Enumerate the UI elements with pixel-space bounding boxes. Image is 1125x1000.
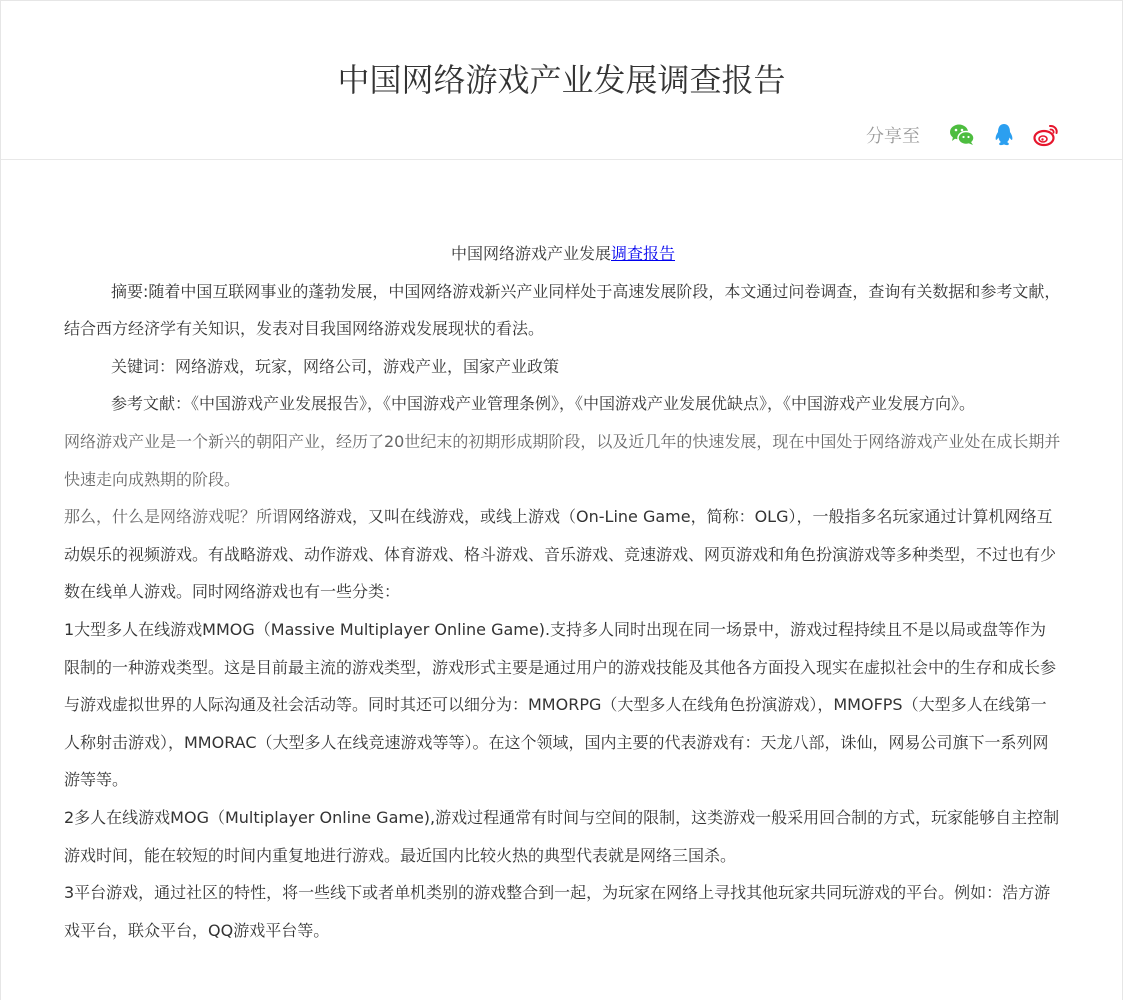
article-heading — [64, 235, 1062, 273]
category-item-1: 1大型多人在线游戏MMOG（Massive Multiplayer Online Game).支持多人同时出现在同一场景中，游戏过程持续且不是以局或盘等作为限制的一种游戏类型。这是目前最主流的游戏类型，游戏形式主要是通过用户的游戏技能及其他各方面投入现实在虚拟社会中的生存和成长参与游戏虚拟世界的人际沟通及社会活动等。同时其还可以细分为：MMORPG（大型多人在线角色扮演游戏），MMOFPS（大型多人在线第一人称射击游戏），MMORAC（大型多人在线竞速游戏等等）。在这个领域，国内主要的代表游戏有：天龙八部，诛仙，网易公司旗下一系列网游等等。 — [64, 619, 1057, 790]
report-link[interactable]: 调查报告 — [611, 244, 676, 263]
abstract-paragraph: 摘要:随着中国互联网事业的蓬勃发展，中国网络游戏新兴产业同样处于高速发展阶段，本文通过问卷调查，查询有关数据和参考文献，结合西方经济学有关知识，发表对目我国网络游戏发展现状的看法。 — [64, 281, 1061, 339]
article-body — [64, 235, 1062, 949]
keywords-paragraph: 关键词：网络游戏，玩家，网络公司，游戏产业，国家产业政策 — [111, 356, 560, 376]
definition-intro: 那么，什么是网络游戏呢？所谓 — [64, 507, 289, 527]
references-paragraph: 参考文献：《中国游戏产业发展报告》，《中国游戏产业管理条例》，《中国游戏产业发展优缺点》，《中国游戏产业发展方向》。 — [111, 394, 976, 414]
category-item-3: 3平台游戏，通过社区的特性，将一些线下或者单机类别的游戏整合到一起，为玩家在网络上寻找其他玩家共同玩游戏的平台。例如：浩方游戏平台，联众平台，QQ游戏平台等。 — [64, 883, 1051, 940]
article-heading-text: 中国网络游戏产业发展 — [450, 244, 611, 263]
qq-icon[interactable] — [990, 121, 1018, 149]
definition-text: 网络游戏，又叫在线游戏，或线上游戏（On-Line Game，简称：OLG），一般指多名玩家通过计算机网络互动娱乐的视频游戏。有战略游戏、动作游戏、体育游戏、格斗游戏、音乐游戏、竞速游戏、网页游戏和角色扮演游戏等多种类型，不过也有少数在线单人游戏。同时网络游戏也有一些分类： — [64, 507, 1057, 602]
category-item-2: 2多人在线游戏MOG（Multiplayer Online Game),游戏过程通常有时间与空间的限制，这类游戏一般采用回合制的方式，玩家能够自主控制游戏时间，能在较短的时间内重复地进行游戏。最近国内比较火热的典型代表就是网络三国杀。 — [64, 807, 1060, 865]
wechat-icon[interactable] — [948, 121, 976, 149]
share-bar — [866, 121, 1060, 149]
share-label: 分享至 — [866, 126, 920, 147]
article-header — [1, 1, 1122, 160]
definition-paragraph — [64, 498, 1062, 611]
page-title: 中国网络游戏产业发展调查报告 — [337, 61, 786, 99]
intro-paragraph: 网络游戏产业是一个新兴的朝阳产业，经历了20世纪末的初期形成期阶段，以及近几年的快速发展，现在中国处于网络游戏产业处在成长期并快速走向成熟期的阶段。 — [64, 431, 1061, 489]
weibo-icon[interactable] — [1032, 121, 1060, 149]
